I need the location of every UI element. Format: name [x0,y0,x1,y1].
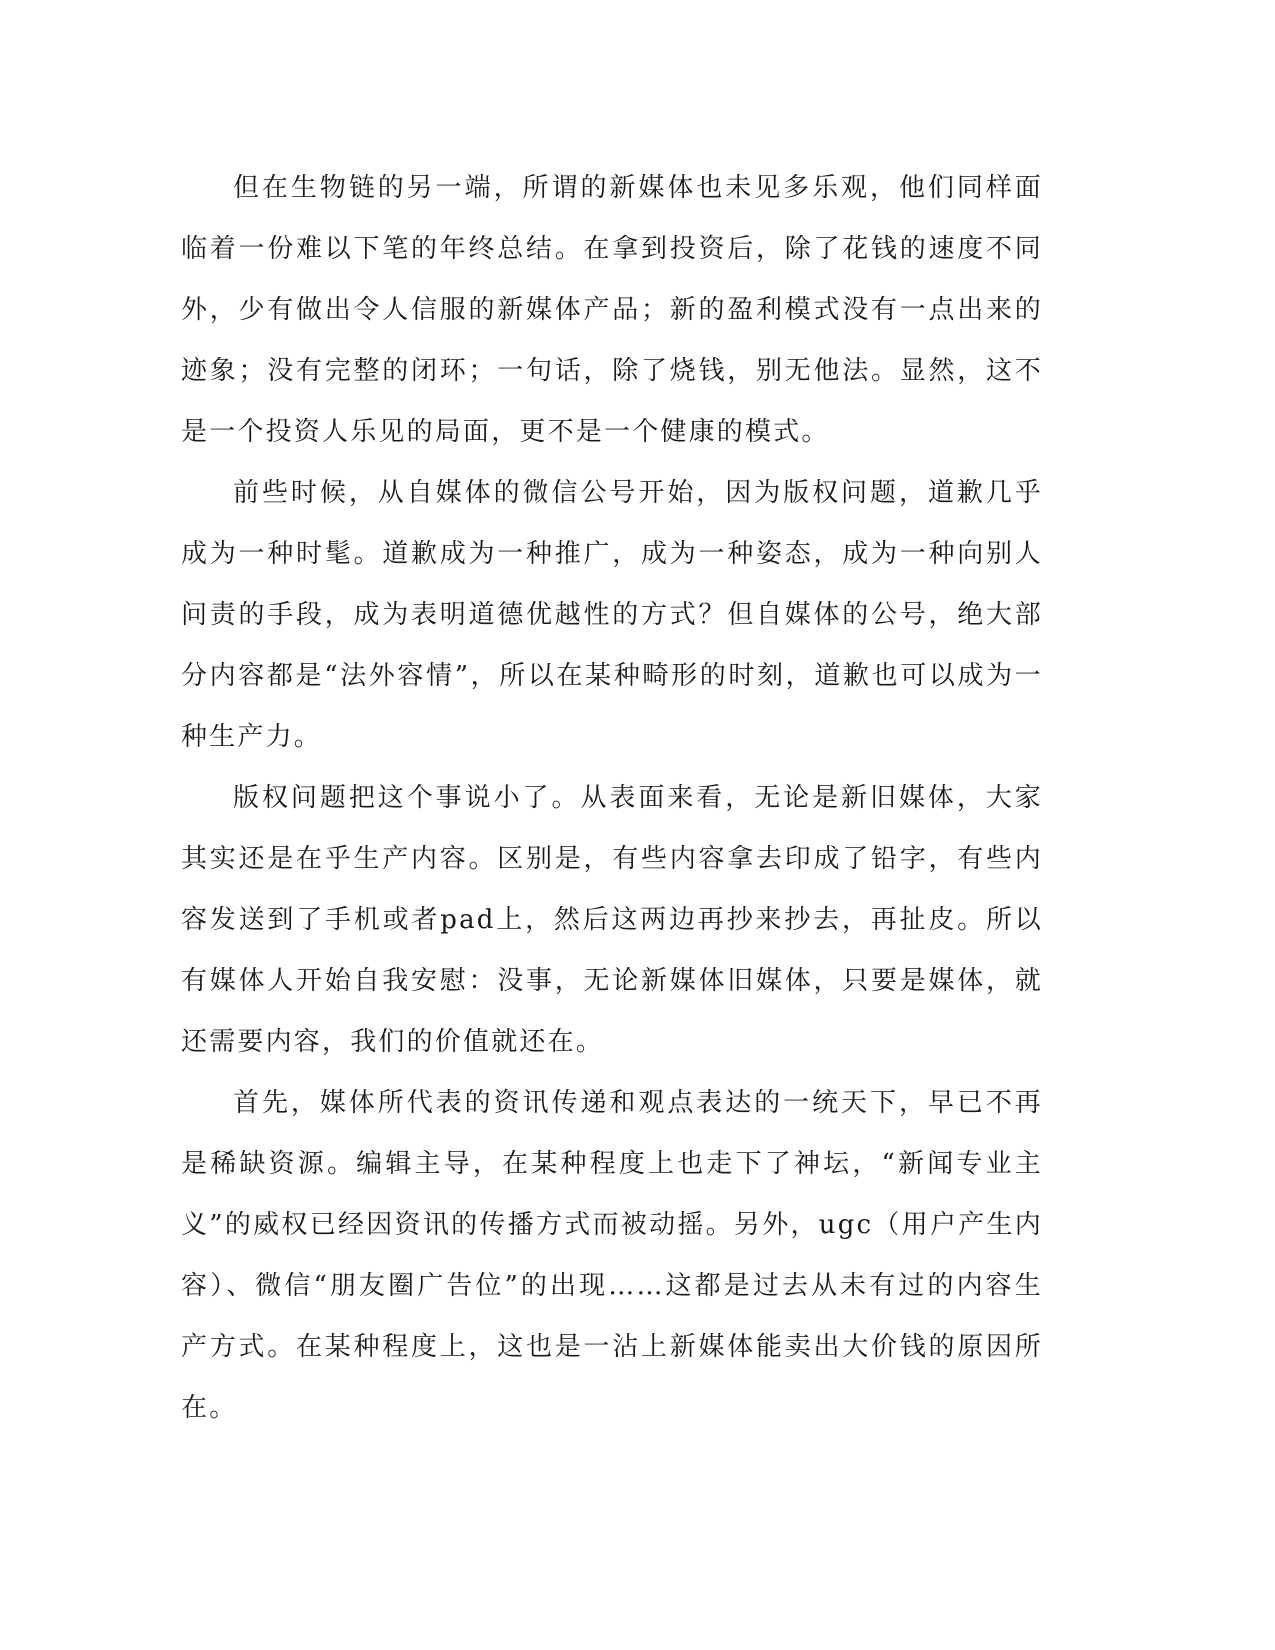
paragraph-1: 但在生物链的另一端，所谓的新媒体也未见多乐观，他们同样面临着一份难以下笔的年终总结。在拿到投资后，除了花钱的速度不同外，少有做出令人信服的新媒体产品；新的盈利模式没有一点出来的迹象；没有完整的闭环；一句话，除了烧钱，别无他法。显然，这不是一个投资人乐见的局面，更不是一个健康的模式。 [181,173,1043,447]
document-body [181,158,1043,1439]
paragraph-4: 首先，媒体所代表的资讯传递和观点表达的一统天下，早已不再是稀缺资源。编辑主导，在某种程度上也走下了神坛，“新闻专业主义”的威权已经因资讯的传播方式而被动摇。另外，ugc（用户产生内容）、微信“朋友圈广告位”的出现……这都是过去从未有过的内容生产方式。在某种程度上，这也是一沾上新媒体能卖出大价钱的原因所在。 [181,1088,1043,1423]
paragraph-3: 版权问题把这个事说小了。从表面来看，无论是新旧媒体，大家其实还是在乎生产内容。区别是，有些内容拿去印成了铅字，有些内容发送到了手机或者pad上，然后这两边再抄来抄去，再扯皮。所以有媒体人开始自我安慰：没事，无论新媒体旧媒体，只要是媒体，就还需要内容，我们的价值就还在。 [181,783,1043,1057]
paragraph-2: 前些时候，从自媒体的微信公号开始，因为版权问题，道歉几乎成为一种时髦。道歉成为一种推广，成为一种姿态，成为一种向别人问责的手段，成为表明道德优越性的方式？但自媒体的公号，绝大部分内容都是“法外容情”，所以在某种畸形的时刻，道歉也可以成为一种生产力。 [181,478,1043,752]
